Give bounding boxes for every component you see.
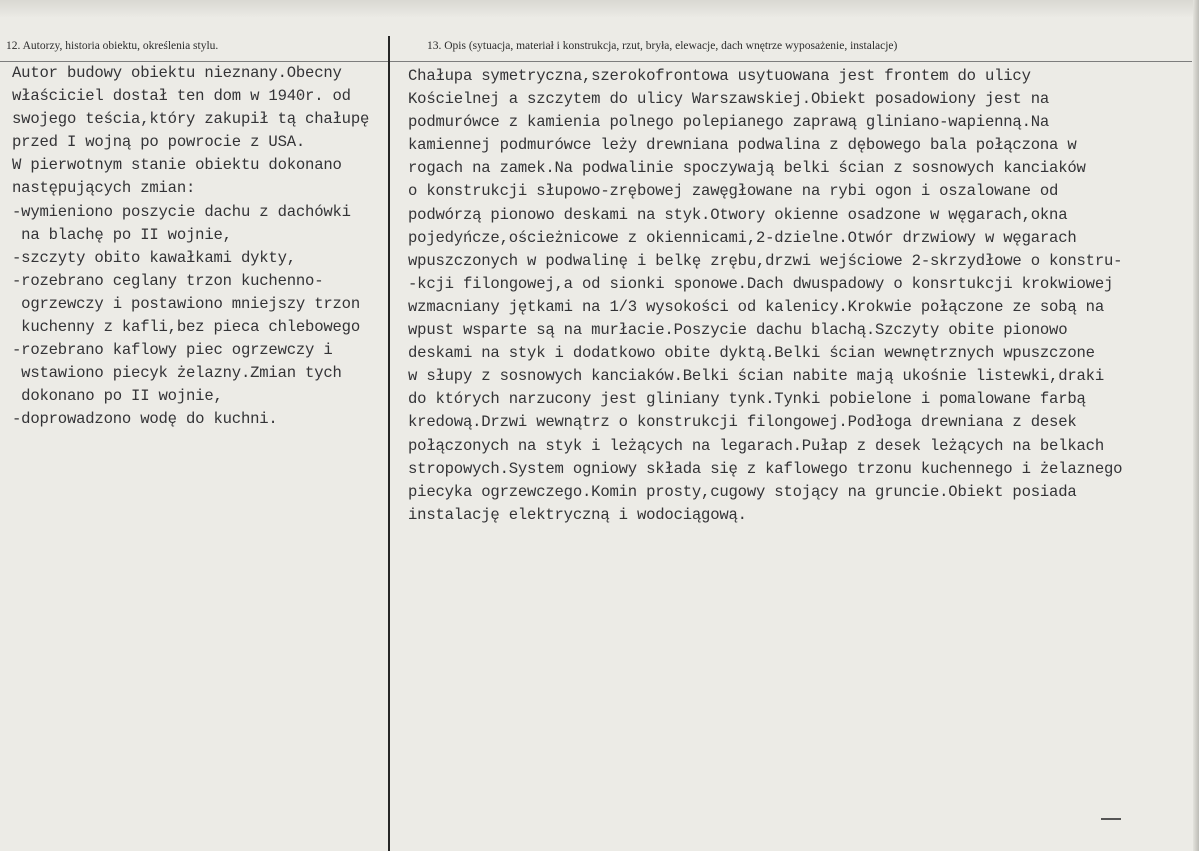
text-line: ogrzewczy i postawiono mniejszy trzon bbox=[12, 294, 360, 313]
text-line: Autor budowy obiektu nieznany.Obecny bbox=[12, 64, 342, 82]
text-line: kredową.Drzwi wewnątrz o konstrukcji filongowej.Podłoga drewniana z desek bbox=[408, 413, 1077, 432]
text-line: -doprowadzono wodę do kuchni. bbox=[12, 410, 278, 429]
text-line: instalację elektryczną i wodociągową. bbox=[408, 505, 747, 524]
text-line: -rozebrano ceglany trzon kuchenno- bbox=[12, 271, 324, 290]
text-line: W pierwotnym stanie obiektu dokonano bbox=[12, 156, 342, 175]
text-line: -rozebrano kaflowy piec ogrzewczy i bbox=[12, 341, 333, 360]
text-line: na blachę po II wojnie, bbox=[12, 225, 232, 244]
text-line: o konstrukcji słupowo-zrębowej zawęgłowane na rybi ogon i oszalowane od bbox=[408, 182, 1059, 201]
text-line: rogach na zamek.Na podwalinie spoczywają belki ścian z sosnowych kanciaków bbox=[408, 159, 1086, 178]
text-line: podwórzą pionowo deskami na styk.Otwory okienne osadzone w węgarach,okna bbox=[408, 205, 1068, 224]
text-line: stropowych.System ogniowy składa się z kaflowego trzonu kuchennego i żelaznego bbox=[408, 459, 1123, 478]
text-line: Kościelnej a szczytem do ulicy Warszawskiej.Obiekt posadowiony jest na bbox=[408, 90, 1050, 109]
text-line: swojego teścia,który zakupił tą chałupę bbox=[12, 110, 370, 129]
text-line: do których narzucony jest gliniany tynk.Tynki pobielone i pomalowane farbą bbox=[408, 390, 1086, 409]
text-line: połączonych na styk i leżących na legarach.Pułap z desek leżących na belkach bbox=[408, 436, 1104, 455]
text-line: wstawiono piecyk żelazny.Zmian tych bbox=[12, 364, 342, 383]
text-line: wzmacniany jętkami na 1/3 wysokości od kalenicy.Krokwie połączone ze sobą na bbox=[408, 297, 1104, 316]
margin-mark bbox=[1101, 818, 1121, 820]
section-13-heading: 13. Opis (sytuacja, materiał i konstrukcja, rzut, bryła, elewacje, dach wnętrze wyposażenie, instalacje) bbox=[427, 40, 898, 52]
text-line: piecyka ogrzewczego.Komin prosty,cugowy stojący na gruncie.Obiekt posiada bbox=[408, 482, 1077, 501]
text-line: wpust wsparte są na murłacie.Poszycie dachu blachą.Szczyty obite pionowo bbox=[408, 321, 1068, 340]
text-line: właściciel dostał ten dom w 1940r. od bbox=[12, 87, 351, 106]
text-line: przed I wojną po powrocie z USA. bbox=[12, 133, 306, 152]
text-line: kuchenny z kafli,bez pieca chlebowego bbox=[12, 318, 360, 337]
text-line: deskami na styk i dodatkowo obite dyktą.Belki ścian wewnętrznych wpuszczone bbox=[408, 344, 1095, 363]
text-line: podmurówce z kamienia polnego polepianego zaprawą gliniano-wapienną.Na bbox=[408, 113, 1050, 132]
text-line: -kcji filongowej,a od sionki sponowe.Dach dwuspadowy o konsrtukcji krokwiowej bbox=[408, 274, 1114, 293]
text-line: wpuszczonych w podwalinę i belkę zrębu,drzwi wejściowe 2-skrzydłowe o konstru- bbox=[408, 251, 1123, 270]
description-text bbox=[408, 65, 1198, 527]
text-line: -wymieniono poszycie dachu z dachówki bbox=[12, 202, 351, 221]
section-12-heading: 12. Autorzy, historia obiektu, określenia stylu. bbox=[6, 40, 219, 52]
text-line: -szczyty obito kawałkami dykty, bbox=[12, 248, 296, 267]
text-line: następujących zmian: bbox=[12, 179, 196, 198]
text-line: kamiennej podmurówce leży drewniana podwalina z dębowego bala połączona w bbox=[408, 136, 1077, 155]
text-line: pojedyńcze,ościeżnicowe z okiennicami,2-dzielne.Otwór drzwiowy w węgarach bbox=[408, 228, 1077, 247]
text-line: Chałupa symetryczna,szerokofrontowa usytuowana jest frontem do ulicy bbox=[408, 67, 1031, 85]
authors-history-text bbox=[12, 62, 397, 432]
text-line: dokonano po II wojnie, bbox=[12, 387, 223, 406]
text-line: w słupy z sosnowych kanciaków.Belki ścian nabite mają ukośnie listewki,draki bbox=[408, 367, 1104, 386]
page-top-edge bbox=[0, 0, 1199, 18]
